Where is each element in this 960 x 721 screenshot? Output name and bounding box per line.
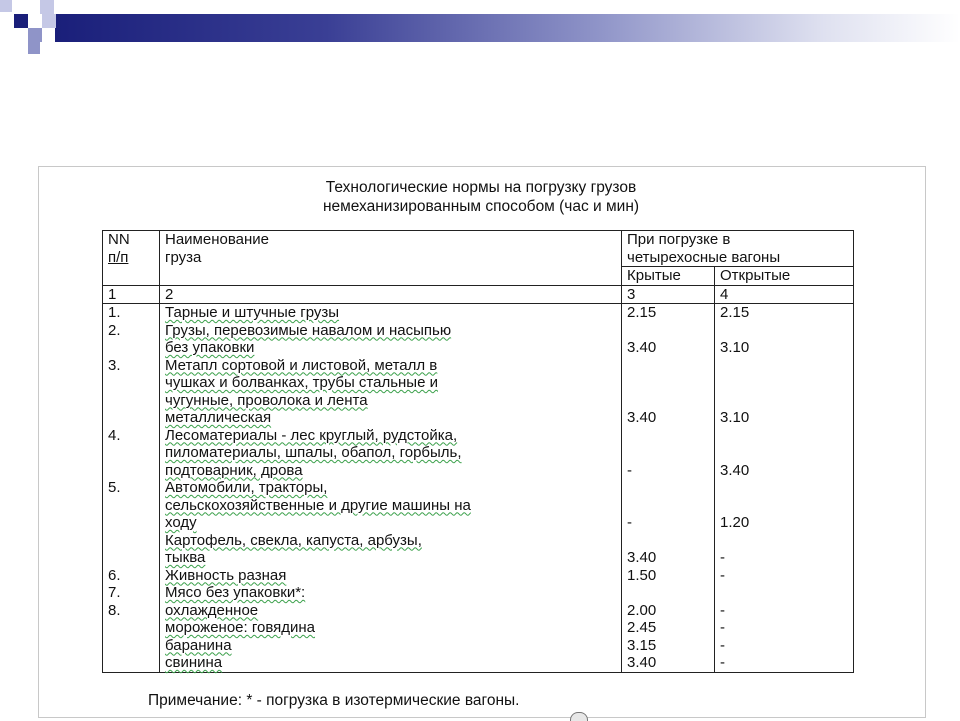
covered-text: 3.40: [627, 409, 657, 426]
open-cell: [720, 462, 848, 480]
name-cell: [165, 532, 616, 550]
name-cell: [165, 357, 616, 375]
name-text: Тарные и штучные грузы: [165, 304, 340, 321]
name-text: ходу: [165, 514, 197, 531]
header-square-decoration: [28, 42, 40, 54]
num-cell: [108, 427, 154, 445]
table-body-row: [103, 304, 854, 673]
title-line: немеханизированным способом (час и мин): [322, 198, 640, 215]
name-cell: [165, 567, 616, 585]
num-text: 3.: [108, 356, 121, 374]
covered-cell: [627, 374, 709, 392]
num-cell: [108, 357, 154, 375]
open-text: 2.15: [720, 304, 750, 321]
name-text: Грузы, перевозимые навалом и насыпью: [165, 321, 452, 339]
covered-cell: [627, 409, 709, 427]
title-line: Технологические нормы на погрузку грузов: [325, 179, 637, 196]
covered-cell: [627, 584, 709, 602]
num-cell: [108, 462, 154, 480]
covered-cell: [627, 532, 709, 550]
name-text: Метапл сортовой и листовой, металл в: [165, 356, 438, 374]
name-text: без упаковки: [165, 339, 255, 356]
name-text: сельскохозяйственные и другие машины на: [165, 496, 471, 514]
name-cell: [165, 444, 616, 462]
name-text: свинина: [165, 654, 223, 671]
name-cell: [165, 497, 616, 515]
header-num-line: NN: [108, 231, 130, 248]
header-square-decoration: [42, 14, 56, 28]
covered-cell: [627, 619, 709, 637]
name-text: Лесоматериалы - лес круглый, рудстойка,: [165, 426, 458, 444]
num-cell: [108, 497, 154, 515]
covered-text: -: [627, 461, 632, 479]
open-cell: [720, 514, 848, 532]
open-cell: [720, 567, 848, 585]
open-text: -: [720, 636, 725, 654]
open-cell: [720, 357, 848, 375]
open-cell: [720, 427, 848, 445]
covered-text: 2.00: [627, 601, 657, 619]
open-cell: [720, 392, 848, 410]
open-text: 3.10: [720, 409, 750, 426]
col-number: 4: [715, 285, 854, 304]
open-text: -: [720, 549, 725, 566]
name-text: пиломатериалы, шпалы, обапол, горбыль,: [165, 444, 462, 461]
covered-cell: [627, 654, 709, 672]
num-cell: [108, 619, 154, 637]
open-text: -: [720, 601, 725, 619]
header-num: [103, 231, 160, 286]
header-square-decoration: [0, 0, 12, 12]
num-text: 2.: [108, 321, 121, 339]
num-cell: [108, 479, 154, 497]
name-cell: [165, 637, 616, 655]
num-cell: [108, 304, 154, 322]
body-covered-column: [622, 304, 715, 673]
table-header-row: [103, 231, 854, 267]
covered-cell: [627, 479, 709, 497]
document-title: [38, 178, 924, 216]
covered-cell: [627, 549, 709, 567]
name-text: металлическая: [165, 409, 272, 426]
name-cell: [165, 549, 616, 567]
num-text: 6.: [108, 566, 121, 584]
col-number: 2: [160, 285, 622, 304]
header-name-line: Наименование: [165, 231, 269, 248]
open-cell: [720, 619, 848, 637]
body-name-column: [160, 304, 622, 673]
footnote: Примечание: * - погрузка в изотермические вагоны.: [148, 692, 520, 709]
name-text: тыква: [165, 549, 206, 566]
num-cell: [108, 584, 154, 602]
open-cell: [720, 532, 848, 550]
name-text: охлажденное: [165, 601, 259, 619]
covered-cell: [627, 602, 709, 620]
num-cell: [108, 339, 154, 357]
num-cell: [108, 602, 154, 620]
covered-cell: [627, 322, 709, 340]
name-cell: [165, 392, 616, 410]
open-text: 3.40: [720, 461, 750, 479]
open-cell: [720, 444, 848, 462]
header-num-line: п/п: [108, 248, 129, 266]
covered-cell: [627, 339, 709, 357]
col-number: 3: [622, 285, 715, 304]
open-cell: [720, 409, 848, 427]
open-cell: [720, 637, 848, 655]
num-cell: [108, 549, 154, 567]
name-cell: [165, 584, 616, 602]
name-cell: [165, 339, 616, 357]
num-text: 1.: [108, 304, 121, 321]
covered-cell: [627, 567, 709, 585]
num-cell: [108, 392, 154, 410]
header-load-line: При погрузке в: [627, 231, 731, 248]
covered-cell: [627, 497, 709, 515]
open-cell: [720, 322, 848, 340]
covered-text: 3.40: [627, 654, 657, 671]
open-cell: [720, 497, 848, 515]
num-text: 8.: [108, 601, 121, 619]
open-text: 1.20: [720, 514, 750, 531]
covered-text: 3.40: [627, 339, 657, 356]
open-cell: [720, 584, 848, 602]
open-cell: [720, 549, 848, 567]
name-text: чушках и болванках, трубы стальные и: [165, 374, 438, 391]
covered-cell: [627, 304, 709, 322]
body-open-column: [715, 304, 854, 673]
num-text: 4.: [108, 426, 121, 444]
name-cell: [165, 462, 616, 480]
header-square-decoration: [28, 28, 42, 42]
covered-cell: [627, 462, 709, 480]
name-text: чугунные, проволока и лента: [165, 391, 368, 409]
name-cell: [165, 304, 616, 322]
name-text: баранина: [165, 636, 232, 654]
header-square-decoration: [14, 14, 28, 28]
header-square-decoration: [40, 0, 54, 14]
header-name: [160, 231, 622, 286]
open-cell: [720, 304, 848, 322]
covered-text: 2.15: [627, 304, 657, 321]
column-number-row: [103, 285, 854, 304]
covered-cell: [627, 637, 709, 655]
covered-text: 1.50: [627, 566, 657, 584]
covered-text: 2.45: [627, 619, 657, 636]
covered-text: 3.40: [627, 549, 657, 566]
name-cell: [165, 479, 616, 497]
num-text: 7.: [108, 584, 121, 601]
name-cell: [165, 427, 616, 445]
header-load: [622, 231, 854, 267]
open-cell: [720, 339, 848, 357]
open-cell: [720, 602, 848, 620]
open-cell: [720, 479, 848, 497]
num-cell: [108, 654, 154, 672]
num-cell: [108, 374, 154, 392]
name-text: подтоварник, дрова: [165, 461, 303, 479]
name-cell: [165, 514, 616, 532]
covered-cell: [627, 444, 709, 462]
name-text: мороженое: говядина: [165, 619, 316, 636]
num-text: 5.: [108, 479, 121, 496]
col-number: 1: [103, 285, 160, 304]
name-cell: [165, 322, 616, 340]
name-cell: [165, 602, 616, 620]
covered-text: 3.15: [627, 636, 657, 654]
name-text: Живность разная: [165, 566, 287, 584]
body-num-column: [103, 304, 160, 673]
open-cell: [720, 374, 848, 392]
num-cell: [108, 409, 154, 427]
name-text: Картофель, свекла, капуста, арбузы,: [165, 531, 422, 549]
covered-cell: [627, 392, 709, 410]
name-cell: [165, 374, 616, 392]
header-gradient-bar: [55, 14, 960, 42]
header-load-line: четырехосные вагоны: [627, 248, 781, 266]
num-cell: [108, 514, 154, 532]
num-cell: [108, 322, 154, 340]
num-cell: [108, 444, 154, 462]
covered-text: -: [627, 514, 632, 531]
name-text: Мясо без упаковки*:: [165, 584, 306, 601]
num-cell: [108, 532, 154, 550]
open-text: -: [720, 654, 725, 671]
covered-cell: [627, 357, 709, 375]
header-open: Открытые: [715, 267, 854, 286]
name-cell: [165, 654, 616, 672]
name-text: Автомобили, тракторы,: [165, 479, 328, 496]
header-covered: Крытые: [622, 267, 715, 286]
norms-table: [102, 230, 854, 673]
header-name-line: груза: [165, 248, 202, 266]
open-text: -: [720, 566, 725, 584]
covered-cell: [627, 514, 709, 532]
open-text: -: [720, 619, 725, 636]
name-cell: [165, 409, 616, 427]
num-cell: [108, 637, 154, 655]
name-cell: [165, 619, 616, 637]
open-cell: [720, 654, 848, 672]
covered-cell: [627, 427, 709, 445]
open-text: 3.10: [720, 339, 750, 356]
num-cell: [108, 567, 154, 585]
